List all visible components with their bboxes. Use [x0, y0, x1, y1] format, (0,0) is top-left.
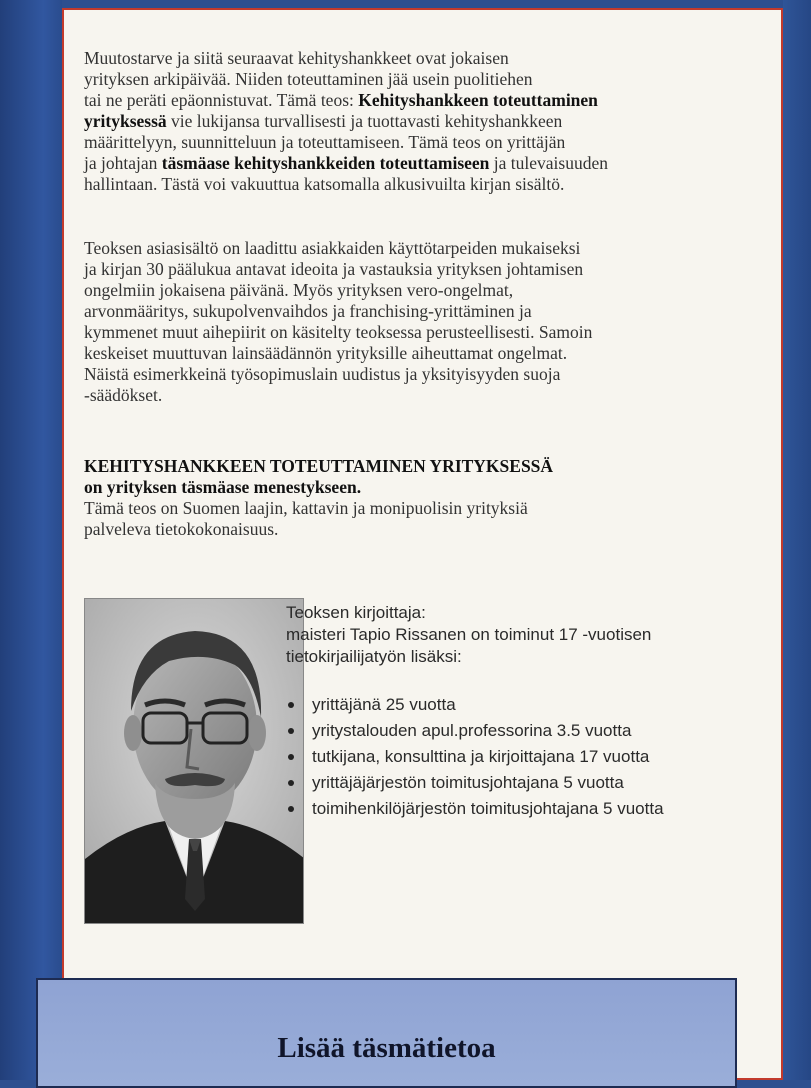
cover-edge-left	[0, 0, 62, 1080]
footer-box	[36, 978, 737, 1088]
bullet-icon	[288, 728, 294, 734]
text-line: keskeiset muuttuvan lainsäädännön yrityksille aiheuttamat ongelmat.	[84, 343, 568, 363]
text-line: kymmenet muut aihepiirit on käsitelty teoksessa perusteellisesti. Samoin	[84, 322, 593, 342]
list-item	[288, 718, 776, 744]
list-item-text: yrittäjäjärjestön toimitusjohtajana 5 vuotta	[312, 773, 624, 792]
bullet-icon	[288, 780, 294, 786]
text-line: ja kirjan 30 päälukua antavat ideoita ja vastauksia yrityksen johtamisen	[84, 259, 584, 279]
list-item-text: yritystalouden apul.professorina 3.5 vuotta	[312, 721, 632, 740]
list-item-text: toimihenkilöjärjestön toimitusjohtajana 5 vuotta	[312, 799, 664, 818]
text-line: hallintaan. Tästä voi vakuuttua katsomalla alkusivuilta kirjan sisältö.	[84, 174, 565, 194]
author-portrait-image	[85, 599, 304, 924]
text-line: Teoksen asiasisältö on laadittu asiakkaiden käyttötarpeiden mukaiseksi	[84, 238, 581, 258]
text-line: arvonmääritys, sukupolvenvaihdos ja franchising-yrittäminen ja	[84, 301, 532, 321]
book-title-bold: yrityksessä	[84, 111, 167, 131]
list-item	[288, 692, 776, 718]
bullet-icon	[288, 806, 294, 812]
text-segment: vie lukijansa turvallisesti ja tuottavasti kehityshankkeen	[166, 111, 563, 131]
text-segment: ja johtajan	[84, 153, 162, 173]
cover-edge-right	[783, 0, 811, 1080]
text-line	[84, 111, 774, 132]
emphasis-bold: täsmäase kehityshankkeiden toteuttamiseen	[161, 153, 490, 173]
text-line: yrityksen arkipäivää. Niiden toteuttaminen jää usein puolitiehen	[84, 69, 533, 89]
tagline-heading: KEHITYSHANKKEEN TOTEUTTAMINEN YRITYKSESSÄ	[84, 456, 554, 476]
author-heading: Teoksen kirjoittaja:	[286, 603, 426, 622]
list-item	[288, 744, 776, 770]
tagline-paragraph	[84, 456, 774, 540]
text-line: määrittelyyn, suunnitteluun ja toteuttamiseen. Tämä teos on yrittäjän	[84, 132, 566, 152]
back-cover-panel	[62, 8, 783, 1080]
text-segment: tai ne peräti epäonnistuvat. Tämä teos:	[84, 90, 359, 110]
text-line: Tämä teos on Suomen laajin, kattavin ja monipuolisin yrityksiä	[84, 498, 528, 518]
text-line	[84, 90, 774, 111]
book-title-bold: Kehityshankkeen toteuttaminen	[358, 90, 598, 110]
author-photo	[84, 598, 304, 924]
footer-title: Lisää täsmätietoa	[277, 1032, 496, 1064]
text-line: -säädökset.	[84, 385, 163, 405]
intro-paragraph	[84, 48, 774, 195]
list-item	[288, 770, 776, 796]
list-item-text: tutkijana, konsulttina ja kirjoittajana 17 vuotta	[312, 747, 650, 766]
content-paragraph	[84, 238, 774, 406]
tagline-subheading: on yrityksen täsmäase menestykseen.	[84, 477, 362, 497]
text-line	[84, 153, 774, 174]
list-item-text: yrittäjänä 25 vuotta	[312, 695, 456, 714]
author-intro: tietokirjailijatyön lisäksi:	[286, 647, 462, 666]
author-info	[286, 602, 776, 822]
bullet-icon	[288, 754, 294, 760]
text-segment: ja tulevaisuuden	[489, 153, 608, 173]
list-item	[288, 796, 776, 822]
text-line: ongelmiin jokaisena päivänä. Myös yrityksen vero-ongelmat,	[84, 280, 514, 300]
author-intro: maisteri Tapio Rissanen on toiminut 17 -vuotisen	[286, 625, 652, 644]
author-credentials-list	[286, 692, 776, 822]
text-line: Muutostarve ja siitä seuraavat kehityshankkeet ovat jokaisen	[84, 48, 509, 68]
text-line: Näistä esimerkkeinä työsopimuslain uudistus ja yksityisyyden suoja	[84, 364, 561, 384]
text-line: palveleva tietokokonaisuus.	[84, 519, 279, 539]
bullet-icon	[288, 702, 294, 708]
